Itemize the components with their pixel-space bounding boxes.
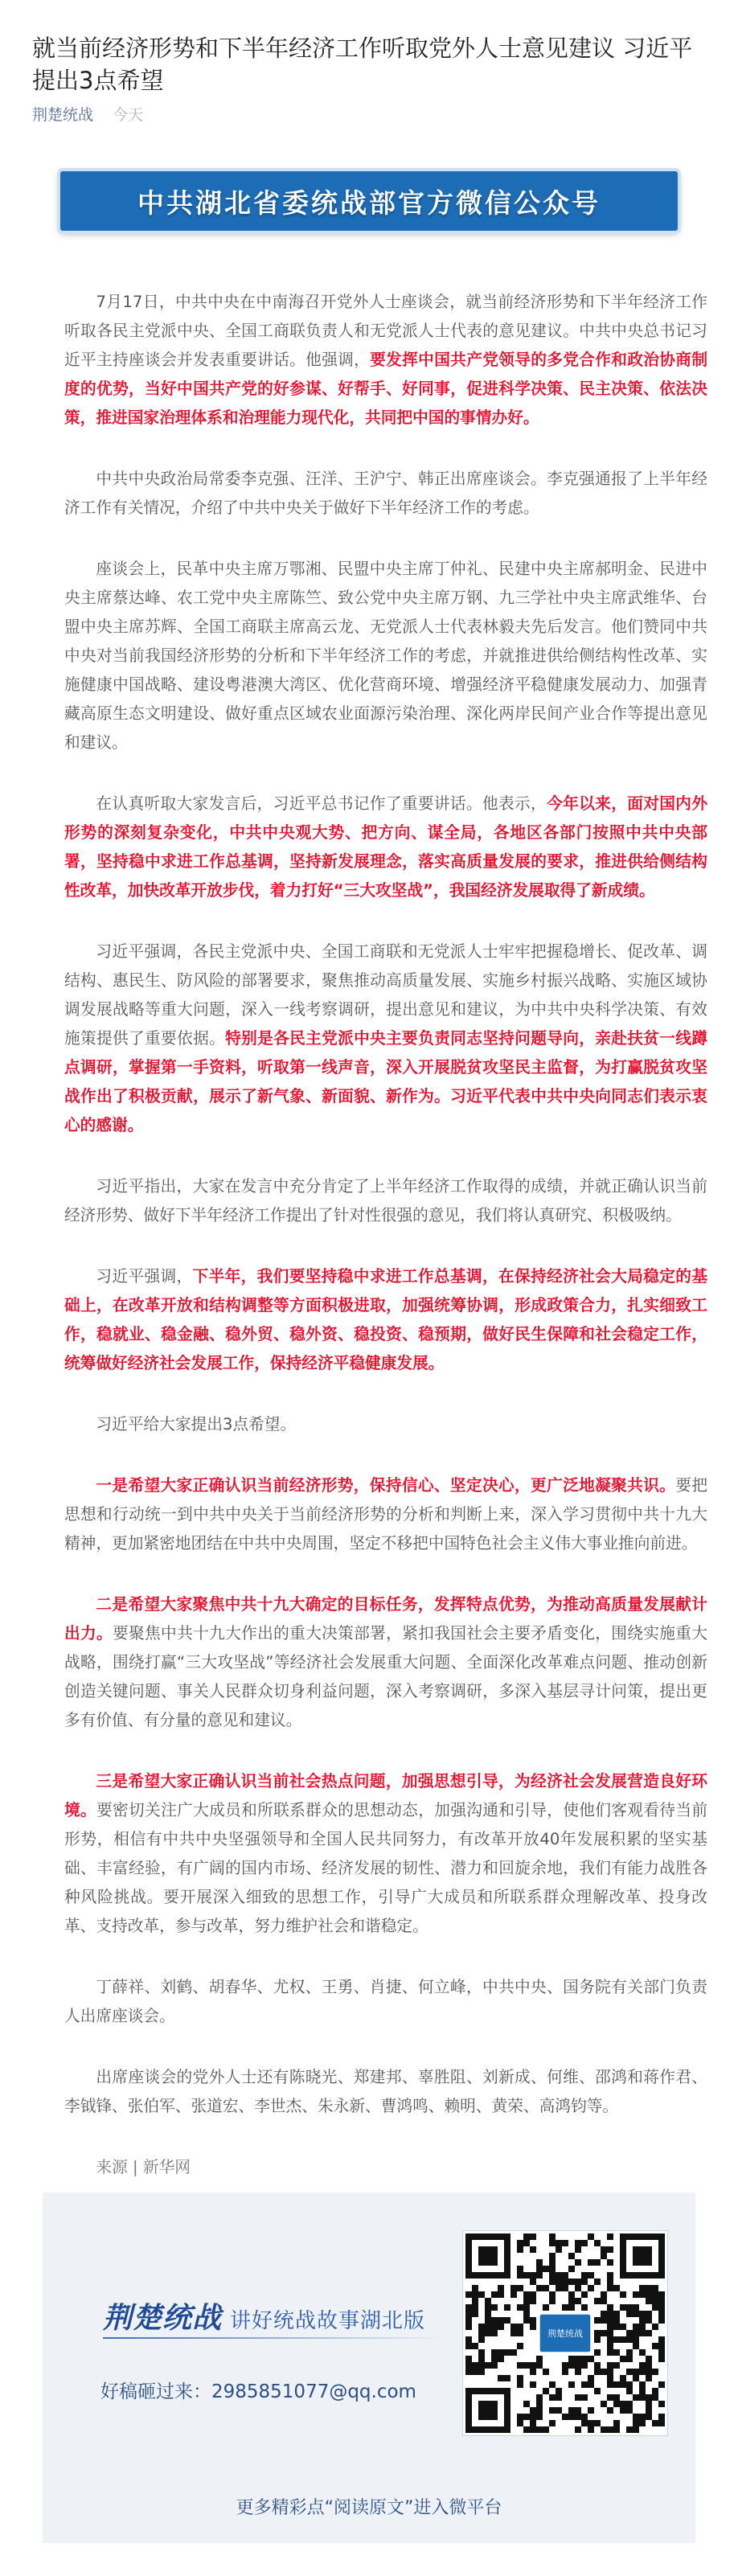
- paragraph: 座谈会上，民革中央主席万鄂湘、民盟中央主席丁仲礼、民建中央主席郝明金、民进中央主席蔡达峰、农工党中央主席陈竺、致公党中央主席万钢、九三学社中央主席武维华、台盟中央主席苏辉、全国工商联主席高云龙、无党派人士代表林毅夫先后发言。他们赞同中共中央对当前我国经济形势的分析和下半年经济工作的考虑，并就推进供给侧结构性改革、实施健康中国战略、建设粤港澳大湾区、优化营商环境、增强经济平稳健康发展动力、加强青藏高原生态文明建设、做好重点区域农业面源污染治理、深化两岸民间产业合作等提出意见和建议。: [64, 560, 707, 752]
- qr-logo-text: 荆楚统战: [547, 2328, 583, 2339]
- paragraph-text: 7月17日，中共中央在中南海召开党外人士座谈会，就当前经济形势和下半年经济工作听取各民主党派中央、全国工商联负责人和无党派人士代表的意见建议。中共中央总书记习近平主持座谈会并发表重要讲话。他强调，: [64, 293, 707, 369]
- qr-finder: [620, 2233, 665, 2279]
- highlight-text: 特别是各民主党派中央主要负责同志坚持问题导向，亲赴扶贫一线蹲点调研，掌握第一手资料，听取第一线声音，深入开展脱贫攻坚民主监督，为打赢脱贫攻坚战作出了积极贡献，展示了新气象、新面貌、新作为。习近平代表中共中央向同志们表示衷心的感谢。: [64, 1029, 708, 1134]
- paragraph: 习近平指出，大家在发言中充分肯定了上半年经济工作取得的成绩，并就正确认识当前经济形势、做好下半年经济工作提出了针对性很强的意见，我们将认真研究、积极吸纳。: [64, 1177, 707, 1224]
- paragraph: [64, 1590, 707, 1735]
- contribution-email: 好稿砸过来：2985851077@qq.com: [100, 2381, 416, 2402]
- paragraph-text: 要把思想和行动统一到中共中央关于当前经济形势的分析和判断上来，深入学习贯彻中共十九大精神，更加紧密地团结在中共中央周围，坚定不移把中国特色社会主义伟大事业推向前进。: [64, 1476, 708, 1553]
- footer-card: [43, 2192, 695, 2543]
- paragraph: 出席座谈会的党外人士还有陈晓光、郑建邦、辜胜阻、刘新成、何维、邵鸿和蒋作君、李钺锋、张伯军、张道宏、李世杰、朱永新、曹鸿鸣、赖明、黄荣、高鸿钧等。: [64, 2068, 707, 2115]
- paragraph-text: 习近平强调，: [96, 1267, 193, 1286]
- paragraph-text: 要密切关注广大成员和所联系群众的思想动态，加强沟通和引导，使他们客观看待当前形势，相信有中共中央坚强领导和全国人民共同努力，有改革开放40年发展积累的坚实基础、丰富经验，有广阔的国内市场、经济发展的韧性、潜力和回旋余地，我们有能力战胜各种风险挑战。要开展深入细致的思想工作，引导广大成员和所联系群众理解改革、投身改革、支持改革，参与改革，努力维护社会和谐稳定。: [64, 1801, 708, 1935]
- article-body: [64, 288, 707, 2214]
- footer-slogan: 讲好统战故事湖北版: [230, 2309, 426, 2333]
- paragraph: [64, 790, 707, 905]
- account-name-link[interactable]: 荆楚统战: [32, 106, 94, 124]
- footer-brand: 荆楚统战: [103, 2302, 223, 2335]
- source-line: 来源 | 新华网: [96, 2158, 191, 2176]
- paragraph: [64, 1471, 707, 1558]
- official-account-banner: [60, 171, 678, 231]
- article-title: 就当前经济形势和下半年经济工作听取党外人士意见建议 习近平提出3点希望: [32, 35, 693, 94]
- paragraph: 中共中央政治局常委李克强、汪洋、王沪宁、韩正出席座谈会。李克强通报了上半年经济工作有关情况，介绍了中共中央关于做好下半年经济工作的考虑。: [64, 470, 707, 517]
- paragraph: [64, 1767, 707, 1941]
- highlight-text: 今年以来，面对国内外形势的深刻复杂变化，中共中央观大势、把方向、谋全局，各地区各部门按照中共中央部署，坚持稳中求进工作总基调，坚持新发展理念，落实高质量发展的要求，推进供给侧结构性改革，加快改革开放步伐，着力打好“三大攻坚战”，我国经济发展取得了新成绩。: [64, 794, 708, 900]
- highlight-text: 三是希望大家正确认识当前社会热点问题，加强思想引导，为经济社会发展营造良好环境。: [64, 1772, 707, 1819]
- banner-text: 中共湖北省委统战部官方微信公众号: [137, 187, 601, 219]
- paragraph: [64, 937, 707, 1140]
- read-original-hint[interactable]: 更多精彩点“阅读原文”进入微平台: [236, 2498, 502, 2518]
- paragraph-text: 习近平强调，各民主党派中央、全国工商联和无党派人士牢牢把握稳增长、促改革、调结构、惠民生、防风险的部署要求，聚焦推动高质量发展、实施乡村振兴战略、实施区域协调发展战略等重大问题，深入一线考察调研，提出意见和建议，为中共中央科学决策、有效施策提供了重要依据。: [64, 942, 707, 1048]
- qr-finder: [465, 2233, 510, 2279]
- paragraph: [64, 288, 707, 433]
- qr-code: [463, 2231, 667, 2435]
- publish-time: 今天: [113, 106, 144, 124]
- qr-code-icon: [465, 2233, 665, 2433]
- article-meta: [32, 103, 143, 125]
- paragraph-text: 在认真听取大家发言后，习近平总书记作了重要讲话。他表示，: [96, 794, 547, 813]
- paragraph: 丁薛祥、刘鹤、胡春华、尤权、王勇、肖捷、何立峰，中共中央、国务院有关部门负责人出席座谈会。: [64, 1978, 707, 2025]
- paragraph-text: 要聚焦中共十九大作出的重大决策部署，紧扣我国社会主要矛盾变化，围绕实施重大战略，围绕打赢“三大攻坚战”等经济社会发展重大问题、全面深化改革难点问题、推动创新创造关键问题、事关人民群众切身利益问题，深入考察调研，多深入基层寻计问策，提出更多有价值、有分量的意见和建议。: [64, 1624, 708, 1729]
- highlight-text: 要发挥中国共产党领导的多党合作和政治协商制度的优势，当好中国共产党的好参谋、好帮手、好同事，促进科学决策、民主决策、依法决策，推进国家治理体系和治理能力现代化，共同把中国的事情办好。: [64, 351, 708, 427]
- paragraph: [64, 1262, 707, 1378]
- paragraph: 习近平给大家提出3点希望。: [96, 1415, 297, 1434]
- highlight-text: 二是希望大家聚焦中共十九大确定的目标任务，发挥特点优势，为推动高质量发展献计出力。: [64, 1595, 707, 1643]
- decorative-line: [103, 2337, 449, 2339]
- qr-finder: [465, 2388, 510, 2433]
- highlight-text: 一是希望大家正确认识当前经济形势，保持信心、坚定决心，更广泛地凝聚共识。: [96, 1476, 676, 1495]
- footer-brand-row: [103, 2295, 425, 2336]
- highlight-text: 下半年，我们要坚持稳中求进工作总基调，在保持经济社会大局稳定的基础上，在改革开放和结构调整等方面积极进取，加强统筹协调，形成政策合力，扎实细致工作，稳就业、稳金融、稳外贸、稳外资、稳投资、稳预期，做好民生保障和社会稳定工作，统筹做好经济社会发展工作，保持经济平稳健康发展。: [64, 1267, 708, 1372]
